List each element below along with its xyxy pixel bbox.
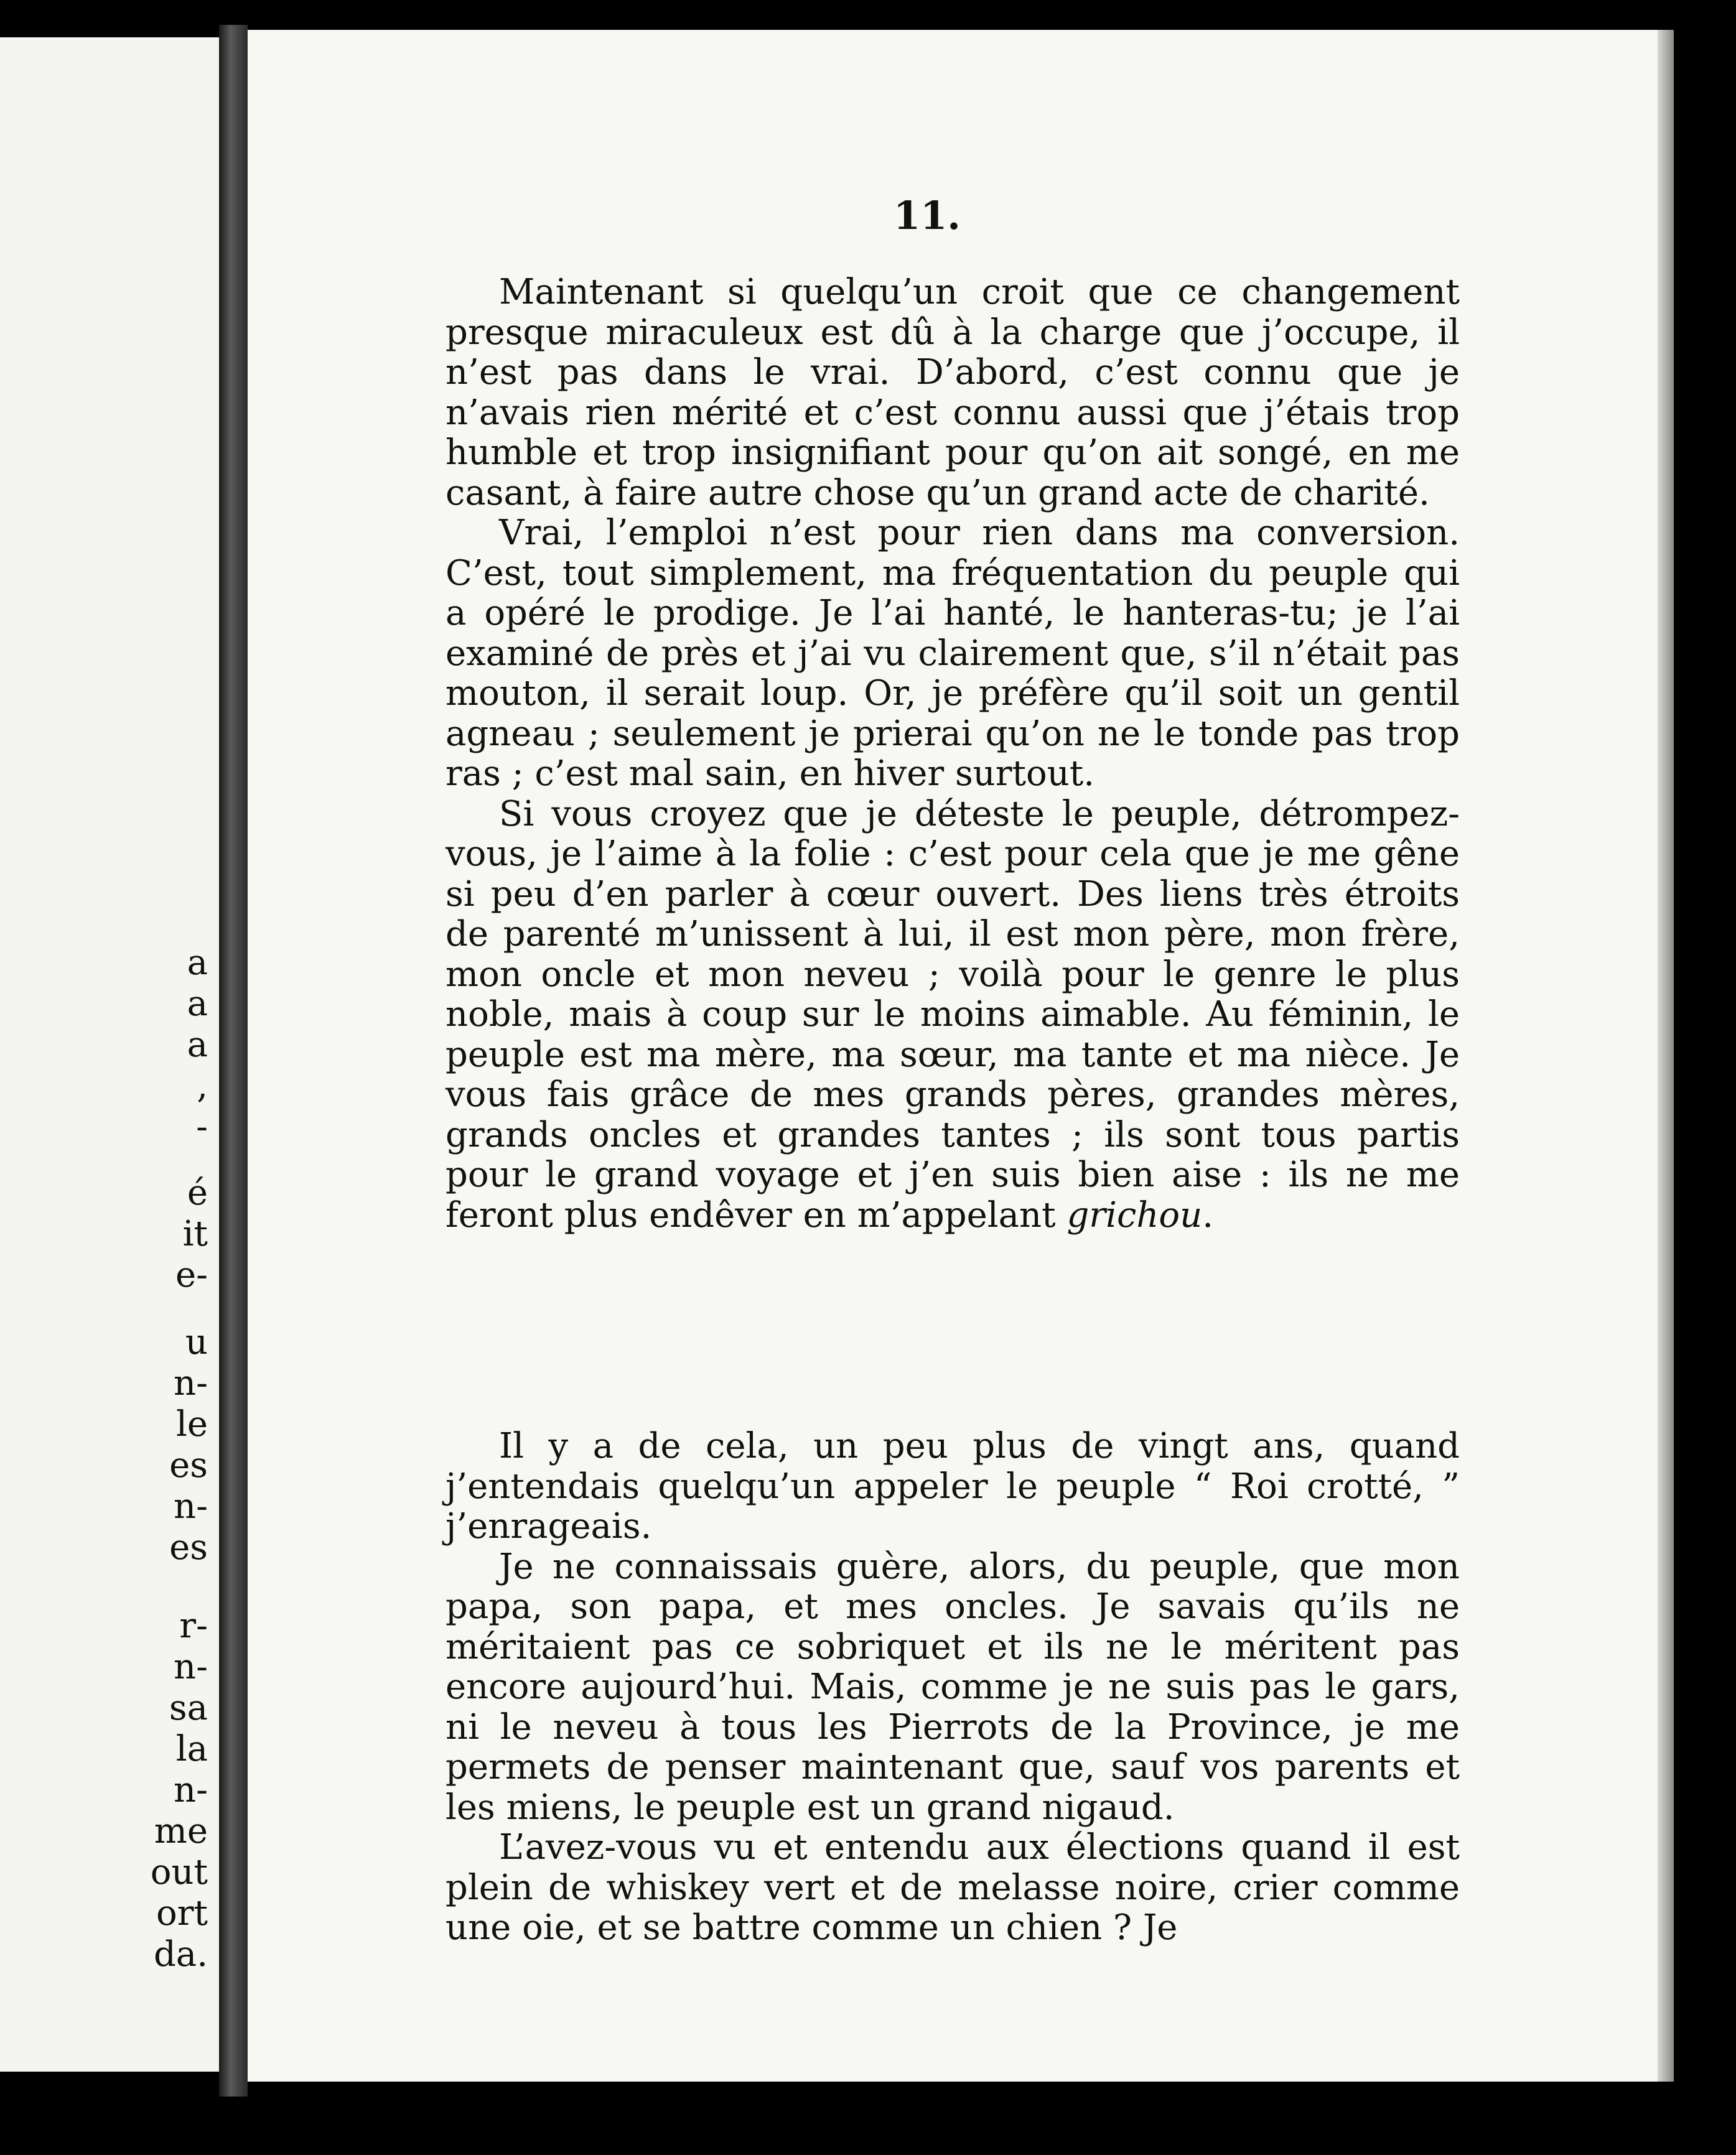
previous-page-edge	[0, 37, 219, 2072]
margin-fragment: out	[150, 1852, 208, 1892]
paragraph: Vrai, l’emploi n’est pour rien dans ma conversion. C’est, tout simplement, ma fréquentation du peuple qui a opéré le prodige. Je l’ai hanté, le hanteras-tu; je l’ai examiné de près et j’ai vu clairement que, s’il n’était pas mouton, il serait loup. Or, je préfère qu’il soit un gentil agneau ; seulement je prierai qu’on ne le tonde pas trop ras ; c’est mal sain, en hiver surtout.	[446, 513, 1460, 794]
margin-fragment: e-	[175, 1255, 208, 1295]
paragraph: L’avez-vous vu et entendu aux élections quand il est plein de whiskey vert et de melasse noire, crier comme une oie, et se battre comme un chien ? Je	[446, 1827, 1460, 1948]
paragraph-text: Si vous croyez que je déteste le peuple, détrompez-vous, je l’aime à la folie : c’est pour cela que je me gêne si peu d’en parler à cœur ouvert. Des liens très étroits de parenté m’unissent à lui, il est mon père, mon frère, mon oncle et mon neveu ; voilà pour le genre le plus noble, mais à coup sur le moins aimable. Au féminin, le peuple est ma mère, ma sœur, ma tante et ma nièce. Je vous fais grâce de mes grands pères, grandes mères, grands oncles et grandes tantes ; ils sont tous partis pour le grand voyage et j’en suis bien aise : ils ne me feront plus endêver en m’appelant	[446, 793, 1460, 1236]
margin-fragment: es	[169, 1527, 208, 1568]
margin-fragment: da.	[153, 1934, 208, 1975]
margin-fragment: a	[187, 943, 208, 983]
margin-fragment: la	[175, 1729, 208, 1769]
italic-word: grichou	[1066, 1194, 1203, 1236]
margin-fragment: n-	[174, 1486, 208, 1527]
margin-fragment: u	[185, 1322, 208, 1362]
paragraph-end: .	[1202, 1194, 1213, 1236]
margin-fragment: es	[169, 1445, 208, 1486]
margin-fragment: -	[196, 1107, 208, 1147]
margin-fragment: me	[154, 1811, 208, 1851]
paragraph: Je ne connaissais guère, alors, du peuple, que mon papa, son papa, et mes oncles. Je savais qu’ils ne méritaient pas ce sobriquet et ils ne le méritent pas encore aujourd’hui. Mais, comme je ne suis pas le gars, ni le neveu à tous les Pierrots de la Province, je me permets de penser maintenant que, sauf vos parents et les miens, le peuple est un grand nigaud.	[446, 1546, 1460, 1828]
margin-fragment: n-	[174, 1770, 208, 1810]
margin-fragment: le	[175, 1404, 208, 1445]
margin-fragment: ort	[156, 1893, 208, 1934]
margin-fragment: r-	[179, 1606, 208, 1646]
paragraph: Maintenant si quelqu’un croit que ce changement presque miraculeux est dû à la charge que j’occupe, il n’est pas dans le vrai. D’abord, c’est connu que je n’avais rien mérité et c’est connu aussi que j’étais trop humble et trop insignifiant pour qu’on ait songé, en me casant, à faire autre chose qu’un grand acte de charité.	[446, 272, 1460, 513]
margin-fragment: ,	[197, 1066, 208, 1106]
margin-fragment: sa	[169, 1688, 208, 1728]
paragraph: Il y a de cela, un peu plus de vingt ans, quand j’entendais quelqu’un appeler le peuple “ Roi crotté, ” j’enrageais.	[446, 1426, 1460, 1547]
book-gutter	[219, 25, 248, 2097]
margin-fragment: a	[187, 1025, 208, 1065]
page-number: 11.	[894, 193, 961, 238]
margin-fragment: n-	[174, 1363, 208, 1403]
margin-fragment: it	[182, 1214, 208, 1254]
margin-fragment: n-	[174, 1647, 208, 1687]
paragraph	[446, 794, 1460, 1236]
text-section-1	[446, 272, 1460, 1236]
margin-fragment: a	[187, 984, 208, 1024]
text-section-2	[446, 1427, 1460, 1948]
page	[248, 30, 1674, 2082]
margin-fragment: é	[187, 1173, 208, 1213]
